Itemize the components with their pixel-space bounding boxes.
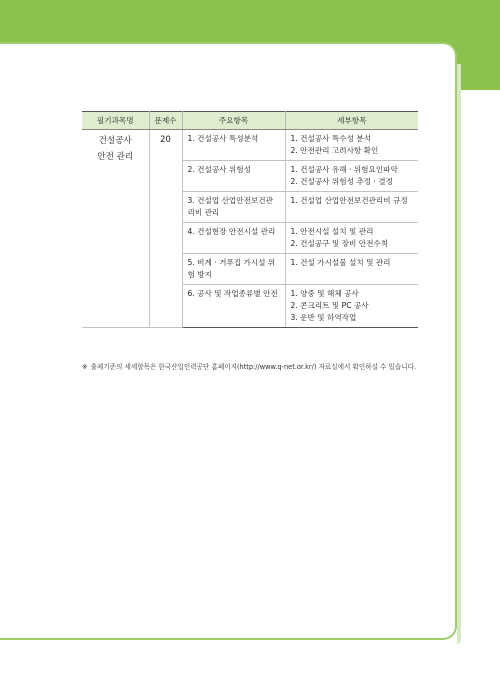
header-count: 문제수 xyxy=(149,112,182,130)
header-main-item: 주요항목 xyxy=(182,112,285,130)
question-count: 20 xyxy=(149,130,182,328)
main-item: 2. 건설공사 위험성 xyxy=(182,161,285,192)
detail-item: 1. 건설 가시설물 설치 및 관리 xyxy=(290,258,391,267)
detail-items xyxy=(285,161,418,192)
detail-item: 2. 콘크리트 및 PC 공사 xyxy=(290,301,369,310)
main-item: 1. 건설공사 특성분석 xyxy=(182,130,285,161)
detail-item: 1. 안전시설 설치 및 관리 xyxy=(290,227,374,236)
main-item: 3. 건설업 산업안전보건관리비 관리 xyxy=(182,192,285,223)
table-header-row xyxy=(82,112,418,130)
detail-item: 2. 안전관리 고려사항 확인 xyxy=(290,146,379,155)
footnote-text: 출제기준의 세세항목은 한국산업인력공단 홈페이지(http://www.q-net.or.kr/) 자료실에서 확인하실 수 있습니다. xyxy=(90,363,417,371)
detail-items xyxy=(285,285,418,328)
detail-item: 2. 건설공사 위험성 추정 · 결정 xyxy=(290,177,393,186)
detail-items xyxy=(285,223,418,254)
detail-item: 3. 운반 및 하역작업 xyxy=(290,313,357,322)
detail-items xyxy=(285,130,418,161)
detail-item: 1. 양중 및 해체 공사 xyxy=(290,289,359,298)
main-item: 4. 건설현장 안전시설 관리 xyxy=(182,223,285,254)
main-item: 5. 비계 · 거푸집 가시설 위험 방지 xyxy=(182,254,285,285)
exam-criteria-table xyxy=(82,111,418,328)
detail-item: 1. 건설공사 유해 · 위험요인파악 xyxy=(290,165,398,174)
header-detail-item: 세부항목 xyxy=(285,112,418,130)
footnote xyxy=(82,361,427,373)
subject-cell xyxy=(82,130,149,328)
header-subject: 필기과목명 xyxy=(82,112,149,130)
main-item: 6. 공사 및 작업종류별 안전 xyxy=(182,285,285,328)
detail-item: 1. 건설공사 특수성 분석 xyxy=(290,134,372,143)
detail-item: 1. 건설업 산업안전보건관리비 규정 xyxy=(290,196,408,205)
detail-items xyxy=(285,192,418,223)
subject-line: 안전 관리 xyxy=(97,152,134,162)
detail-item: 2. 건설공구 및 장비 안전수칙 xyxy=(290,239,389,248)
table-row xyxy=(82,130,418,161)
subject-line: 건설공사 xyxy=(98,136,132,146)
reference-mark: ※ xyxy=(82,363,88,371)
detail-items xyxy=(285,254,418,285)
